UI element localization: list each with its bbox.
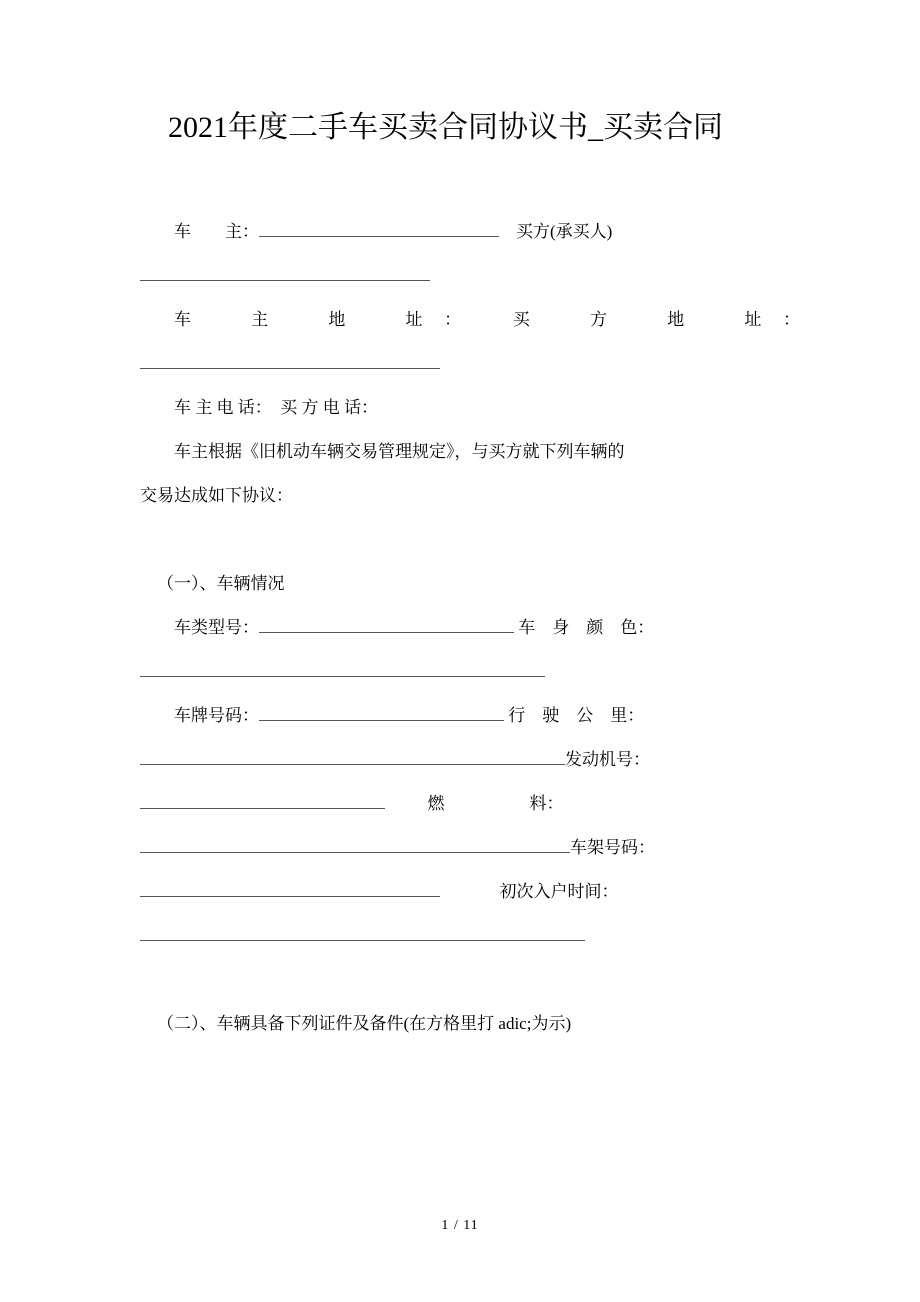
buyer-name-blank xyxy=(140,258,430,281)
section-2-heading: （二）、车辆具备下列证件及备件(在方格里打 adic;为示) xyxy=(157,1014,572,1033)
plate-blank xyxy=(259,698,504,721)
spacer xyxy=(140,518,800,562)
engine-no-label: 发动机号： xyxy=(565,750,650,769)
fuel-blank-line xyxy=(140,826,800,870)
fuel-label: 燃 料： xyxy=(427,794,564,813)
vin-label: 车架号码： xyxy=(570,838,655,857)
mileage-label: 行 驶 公 里： xyxy=(508,706,645,725)
intro-line-1: 车主根据《旧机动车辆交易管理规定》，与买方就下列车辆的 xyxy=(174,442,625,461)
spacer-2 xyxy=(140,958,800,1002)
car-type-blank xyxy=(259,610,514,633)
owner-label: 车 主： xyxy=(174,222,259,241)
plate-label: 车牌号码： xyxy=(174,706,259,725)
car-color-blank xyxy=(140,654,545,677)
section-1-heading: （一）、车辆情况 xyxy=(157,574,285,593)
owner-buyer-line xyxy=(140,210,800,254)
buyer-name-blank-line xyxy=(140,254,800,298)
intro-line-2: 交易达成如下协议： xyxy=(140,486,293,505)
plate-line xyxy=(140,694,800,738)
owner-name-blank xyxy=(259,214,499,237)
first-reg-blank-line xyxy=(140,914,800,958)
vin-blank xyxy=(140,874,440,897)
car-color-label: 车 身 颜 色： xyxy=(518,618,655,637)
car-type-label: 车类型号： xyxy=(174,618,259,637)
engine-blank-line xyxy=(140,782,800,826)
vin-blank-line xyxy=(140,870,800,914)
address-line: 车 主 地 址： 买 方 地 址： xyxy=(174,310,800,329)
page-number: 1 / 11 xyxy=(441,1218,479,1233)
document-body xyxy=(140,210,800,1046)
first-reg-label: 初次入户时间： xyxy=(499,882,619,901)
car-type-line xyxy=(140,606,800,650)
first-reg-blank xyxy=(140,918,585,941)
address-blank xyxy=(140,346,440,369)
phone-line: 车 主 电 话： 买 方 电 话： xyxy=(174,398,378,417)
address-blank-line xyxy=(140,342,800,386)
mileage-blank xyxy=(140,742,565,765)
buyer-label: 买方(承买人) xyxy=(516,222,613,241)
page-title: 2021年度二手车买卖合同协议书_买卖合同 xyxy=(168,111,723,144)
car-color-blank-line xyxy=(140,650,800,694)
fuel-blank xyxy=(140,830,570,853)
mileage-blank-line xyxy=(140,738,800,782)
engine-no-blank xyxy=(140,786,385,809)
